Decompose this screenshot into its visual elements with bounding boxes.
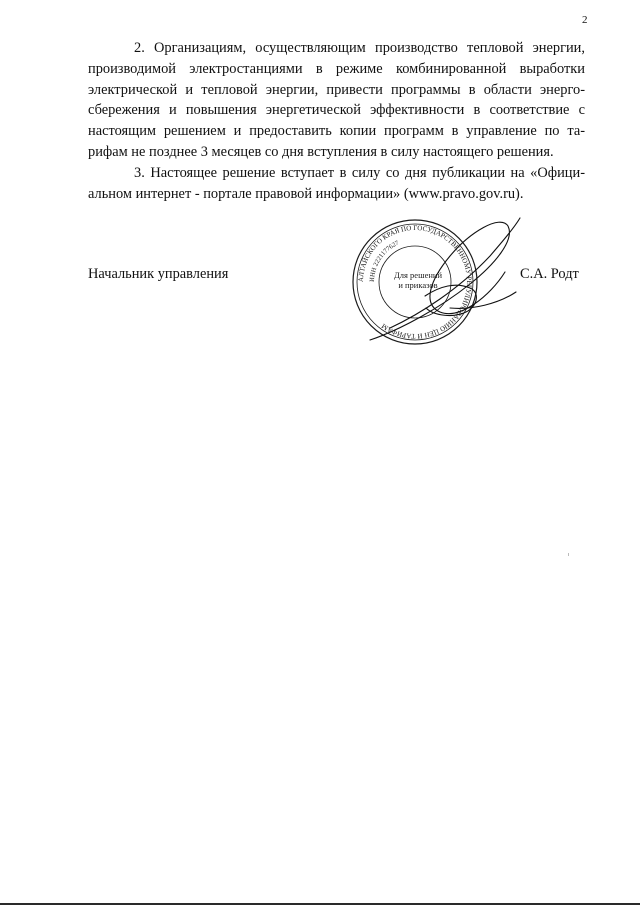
stamp-center-line-2: и приказов [398,280,438,290]
signatory-position: Начальник управления [88,266,229,282]
stamp-center-line-1: Для решений [393,270,443,280]
scan-mark [568,553,569,556]
paragraph-3: 3. Настоящее решение вступает в силу со дня публикации на «Офици-альном интернет - портале правовой информации» (www.pravo.gov.ru). [88,164,585,202]
page-number: 2 [582,14,588,26]
official-stamp [330,212,530,352]
paragraph-2: 2. Организациям, осуществляющим производство тепловой энергии, производимой электростанциями в режиме комбинированной выработки электрической и тепловой энергии, привести программы в области энерго-сбережения и повышения энергетической эффективности в соответствие с настоящим решением и предоставить копии программ в управление по та-рифам не позднее 3 месяцев со дня вступления в силу настоящего решения. [88,40,585,160]
signatory-name: С.А. Родт [520,266,579,282]
document-body [88,38,585,204]
stamp-ring-text: АЛТАЙСКОГО КРАЯ ПО ГОСУДАРСТВЕННОМУ РЕГУЛИРОВАНИЮ ЦЕН И ТАРИФАМ [356,223,474,341]
stamp-inner-ring-text: ИНН 2221177627 [368,239,400,283]
